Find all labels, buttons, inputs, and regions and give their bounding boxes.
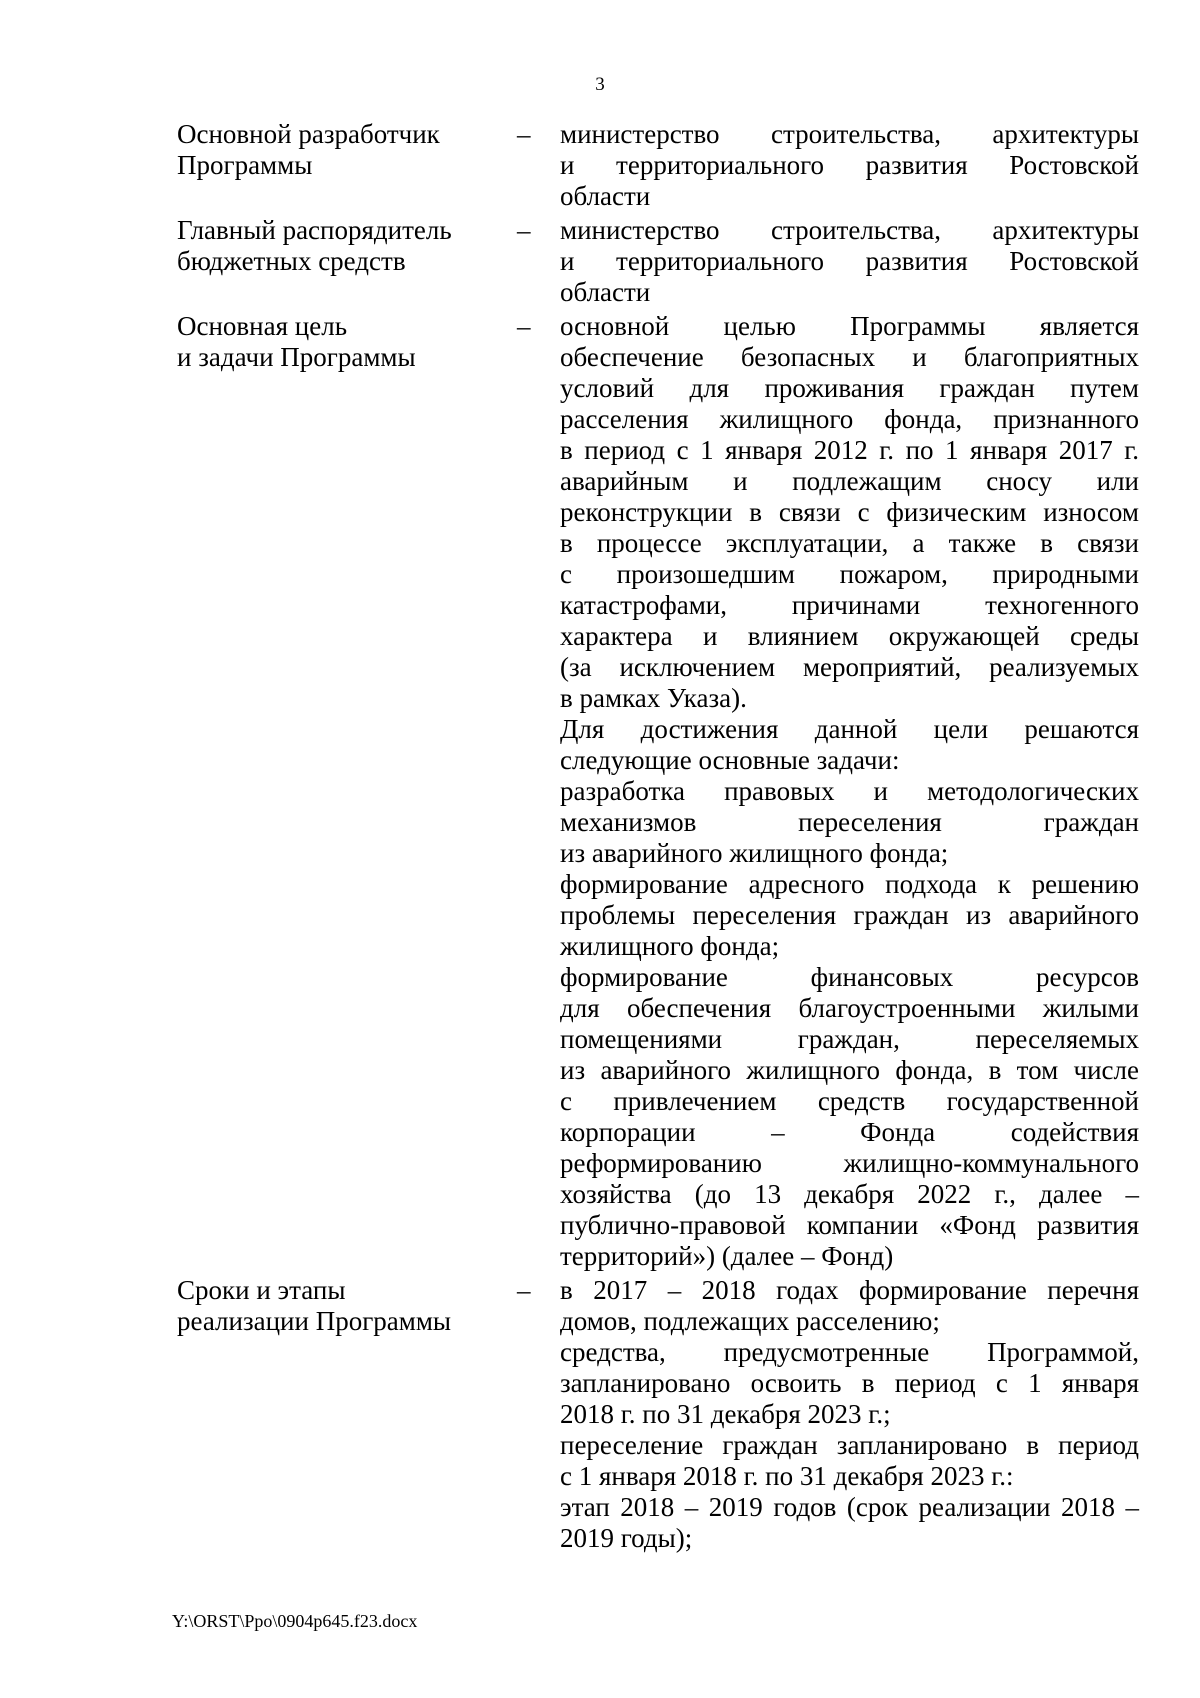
content-paragraph	[560, 869, 1139, 962]
content-line: механизмов переселения граждан	[560, 807, 1139, 837]
row-label-line: реализации Программы	[177, 1306, 452, 1336]
content-line: следующие основные задачи:	[560, 745, 900, 775]
content-line: хозяйства (до 13 декабря 2022 г., далее –	[560, 1179, 1139, 1209]
content-line: аварийным и подлежащим сносу или	[560, 466, 1139, 496]
content-line: реконструкции в связи с физическим износом	[560, 497, 1139, 527]
content-paragraph	[560, 119, 1139, 212]
passport-row	[177, 119, 1139, 212]
content-paragraph	[560, 1492, 1139, 1554]
row-label	[177, 311, 517, 1272]
content-line: основной целью Программы является	[560, 311, 1139, 341]
content-line: области	[560, 277, 651, 307]
content-line: из аварийного жилищного фонда, в том числе	[560, 1055, 1139, 1085]
content-line: из аварийного жилищного фонда;	[560, 838, 949, 868]
content-paragraph	[560, 962, 1139, 1272]
content-line: условий для проживания граждан путем	[560, 373, 1139, 403]
row-label-line: Основная цель	[177, 311, 348, 341]
row-dash: –	[517, 119, 531, 149]
row-label	[177, 119, 517, 212]
content-line: разработка правовых и методологических	[560, 776, 1139, 806]
passport-row	[177, 1275, 1139, 1554]
content-line: в рамках Указа).	[560, 683, 747, 713]
content-line: области	[560, 181, 651, 211]
content-line: 2018 г. по 31 декабря 2023 г.;	[560, 1399, 891, 1429]
content-line: в 2017 – 2018 годах формирование перечня	[560, 1275, 1139, 1305]
content-paragraph	[560, 1337, 1139, 1430]
content-line: корпорации – Фонда содействия	[560, 1117, 1139, 1147]
program-passport-table	[177, 119, 1139, 1557]
content-line: и территориального развития Ростовской	[560, 150, 1139, 180]
content-line: с 1 января 2018 г. по 31 декабря 2023 г.:	[560, 1461, 1014, 1491]
row-label-line: Главный распорядитель	[177, 215, 452, 245]
content-line: министерство строительства, архитектуры	[560, 215, 1139, 245]
content-line: помещениями граждан, переселяемых	[560, 1024, 1139, 1054]
page-number: 3	[595, 74, 605, 95]
content-line: жилищного фонда;	[560, 931, 780, 961]
content-line: обеспечение безопасных и благоприятных	[560, 342, 1139, 372]
row-content	[560, 311, 1139, 1272]
content-line: формирование финансовых ресурсов	[560, 962, 1139, 992]
passport-row	[177, 311, 1139, 1272]
content-line: территорий») (далее – Фонд)	[560, 1241, 894, 1271]
content-line: формирование адресного подхода к решению	[560, 869, 1139, 899]
content-line: расселения жилищного фонда, признанного	[560, 404, 1139, 434]
content-line: реформированию жилищно-коммунального	[560, 1148, 1139, 1178]
content-paragraph	[560, 1275, 1139, 1337]
row-label-line: Программы	[177, 150, 313, 180]
content-line: (за исключением мероприятий, реализуемых	[560, 652, 1139, 682]
content-line: катастрофами, причинами техногенного	[560, 590, 1139, 620]
content-line: 2019 годы);	[560, 1523, 693, 1553]
row-content	[560, 1275, 1139, 1554]
row-content	[560, 119, 1139, 212]
passport-row	[177, 215, 1139, 308]
row-label-line: и задачи Программы	[177, 342, 416, 372]
content-line: характера и влиянием окружающей среды	[560, 621, 1139, 651]
content-line: министерство строительства, архитектуры	[560, 119, 1139, 149]
content-line: с привлечением средств государственной	[560, 1086, 1139, 1116]
row-label-line: Сроки и этапы	[177, 1275, 346, 1305]
row-dash: –	[517, 1275, 531, 1305]
content-line: для обеспечения благоустроенными жилыми	[560, 993, 1139, 1023]
content-line: домов, подлежащих расселению;	[560, 1306, 940, 1336]
row-dash: –	[517, 311, 531, 341]
content-paragraph	[560, 776, 1139, 869]
content-line: проблемы переселения граждан из аварийного	[560, 900, 1139, 930]
row-label-line: бюджетных средств	[177, 246, 406, 276]
content-line: запланировано освоить в период с 1 января	[560, 1368, 1139, 1398]
content-line: и территориального развития Ростовской	[560, 246, 1139, 276]
content-paragraph	[560, 215, 1139, 308]
file-path-footer: Y:\ORST\Ppo\0904p645.f23.docx	[172, 1611, 418, 1631]
content-line: этап 2018 – 2019 годов (срок реализации 2018 –	[560, 1492, 1139, 1522]
row-label	[177, 215, 517, 308]
row-label	[177, 1275, 517, 1554]
row-content	[560, 215, 1139, 308]
content-line: публично-правовой компании «Фонд развития	[560, 1210, 1139, 1240]
row-label-line: Основной разработчик	[177, 119, 440, 149]
content-paragraph	[560, 714, 1139, 776]
content-line: в период с 1 января 2012 г. по 1 января 2017 г.	[560, 435, 1139, 465]
content-paragraph	[560, 1430, 1139, 1492]
content-line: Для достижения данной цели решаются	[560, 714, 1139, 744]
content-paragraph	[560, 311, 1139, 714]
content-line: переселение граждан запланировано в период	[560, 1430, 1139, 1460]
row-dash: –	[517, 215, 531, 245]
content-line: с произошедшим пожаром, природными	[560, 559, 1139, 589]
content-line: средства, предусмотренные Программой,	[560, 1337, 1139, 1367]
content-line: в процессе эксплуатации, а также в связи	[560, 528, 1139, 558]
